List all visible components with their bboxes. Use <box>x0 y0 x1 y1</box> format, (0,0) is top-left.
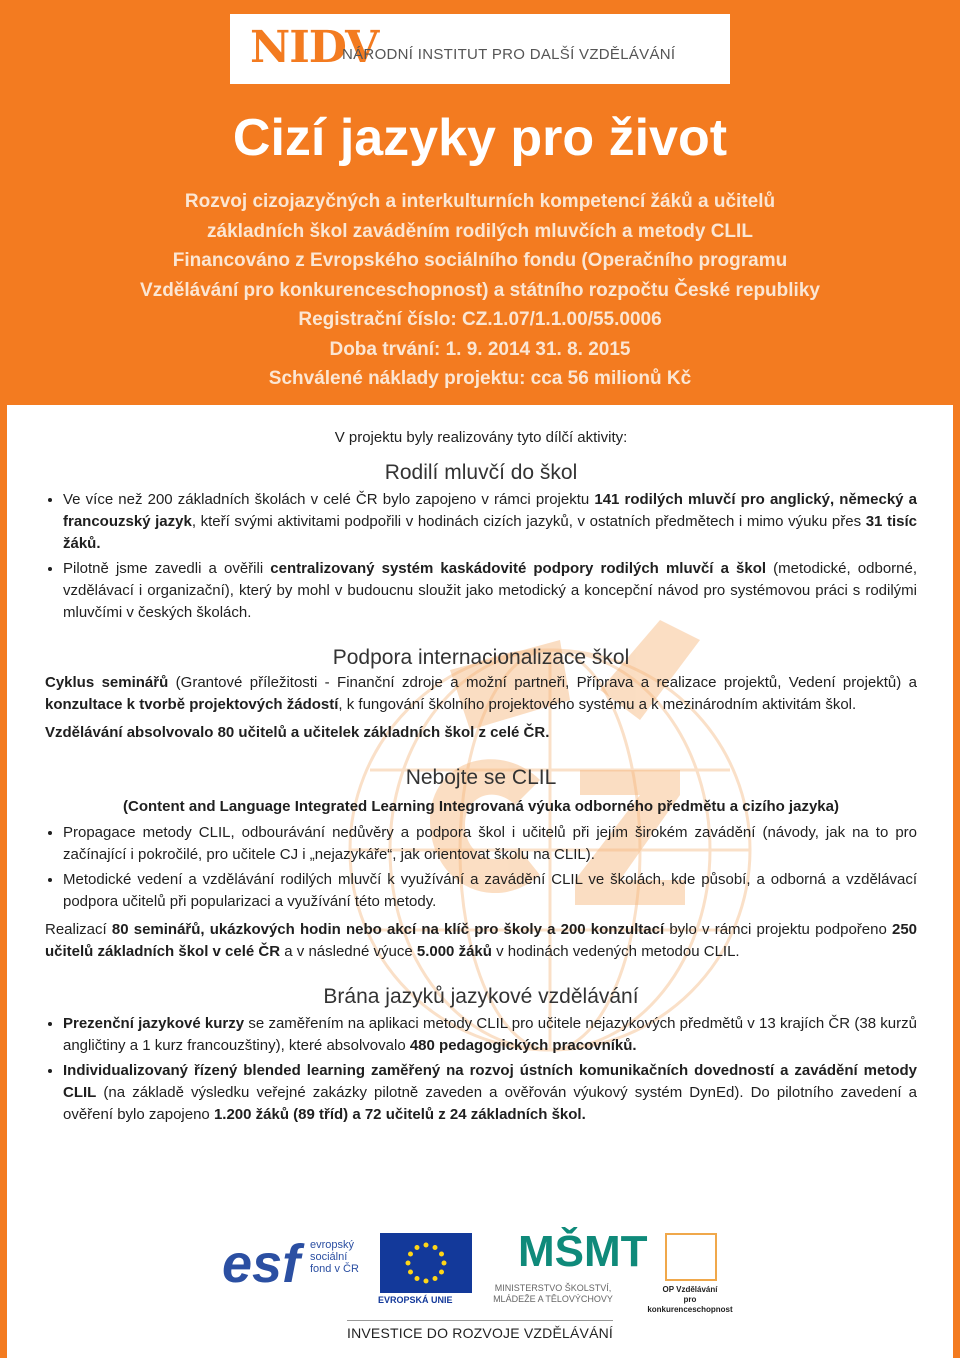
list-item: • Ve více než 200 základních školách v celé ČR bylo zapojeno v rámci projektu 141 rodilých mluvčí pro anglický, německý a francouzský jazyk, kteří svými aktivitami podpořili v hodinách cizích jazyků, v ostatních předmětech i mimo výuku přes 31 tisíc žáků. <box>63 489 917 555</box>
project-info <box>70 187 890 394</box>
esf-logo-text: evropský sociální fond v ČR <box>310 1239 359 1275</box>
section-heading-clil: Nebojte se CLIL <box>405 766 557 789</box>
investment-slogan: INVESTICE DO ROZVOJE VZDĚLÁVÁNÍ <box>0 1320 960 1341</box>
op-logo-text: OP Vzdělávání pro konkurenceschopnost <box>647 1285 733 1314</box>
esf-logo <box>222 1233 372 1303</box>
activities-intro: V projektu byly realizovány tyto dílčí aktivity: <box>334 429 628 446</box>
subtitle-line: Rozvoj cizojazyčných a interkulturních kompetencí žáků a učitelů <box>184 191 776 212</box>
esf-logo-mark: esf <box>222 1234 301 1294</box>
clil-results: Realizací 80 seminářů, ukázkových hodin nebo akcí na klíč pro školy a 200 konzultací bylo v rámci projektu podpořeno 250 učitelů základních škol v celé ČR a v následné výuce 5.000 žáků v hodinách vedených metodou CLIL. <box>45 921 918 960</box>
language-gate-list <box>45 1013 917 1126</box>
list-item: • Prezenční jazykové kurzy se zaměřením na aplikaci metody CLIL pro učitele nejazykových předmětů v 13 krajích ČR (38 kurzů angličtiny a 1 kurz francouzštiny), které absolvovalo 480 pedagogických pracovníků. <box>63 1013 917 1057</box>
subtitle-line: Financováno z Evropského sociálního fondu (Operačního programu <box>172 250 788 271</box>
msmt-logo-mark: MŠMT <box>518 1227 648 1276</box>
eu-flag-icon <box>380 1233 472 1293</box>
list-item: • Pilotně jsme zavedli a ověřili centralizovaný systém kaskádovité podpory rodilých mluvčí a škol (metodické, odborné, vzdělávací i organizační), který by mohl v budoucnu sloužit jako metodický a koncepční návod pro systémovou práci s rodilými mluvčími v českých školách. <box>63 558 917 624</box>
funding-logos <box>0 1225 960 1314</box>
op-logo <box>640 1233 740 1314</box>
internationalization-text: Cyklus seminářů (Grantové příležitosti - Finanční zdroje a možní partneři, Příprava a realizace projektů, Vedení projektů) a konzultace k tvorbě projektových žádostí, k fungování školního projektového systému a k mezinárodním aktivitám škol. <box>45 674 917 713</box>
orange-header <box>0 0 960 405</box>
project-duration: Doba trvání: 1. 9. 2014 31. 8. 2015 <box>329 338 631 360</box>
subtitle-line: základních škol zaváděním rodilých mluvčích a metody CLIL <box>207 220 753 242</box>
eu-label: EVROPSKÁ UNIE <box>378 1295 453 1305</box>
msmt-logo-text: MINISTERSTVO ŠKOLSTVÍ, MLÁDEŽE A TĚLOVÝCHOVY <box>493 1283 613 1304</box>
left-border <box>0 405 7 1358</box>
section-heading-language-gate: Brána jazyků jazykové vzdělávání <box>323 985 639 1008</box>
nidv-logo-name: NÁRODNÍ INSTITUT PRO DALŠÍ VZDĚLÁVÁNÍ <box>342 46 676 63</box>
page-title: Cizí jazyky pro život <box>232 109 728 167</box>
project-budget: Schválené náklady projektu: cca 56 milionů Kč <box>268 368 692 389</box>
section-heading-internationalization: Podpora internacionalizace škol <box>332 646 630 669</box>
list-item: • Metodické vedení a vzdělávání rodilých mluvčí k využívání a zavádění CLIL ve školách, kde působí, a odborná a vzdělávací podpora učitelů při popularizaci a využívání této metody. <box>63 869 917 913</box>
nidv-logo-mark: NIDV <box>250 22 379 73</box>
nidv-logo <box>230 14 730 84</box>
clil-list <box>45 822 917 913</box>
list-item: • Individualizovaný řízený blended learning zaměřený na rozvoj ústních komunikačních dovedností a zavádění metody CLIL (na základě výsledku veřejné zakázky pilotně zaveden a ověřován výukový systém DynEd). Do pilotního zavedení a ověření bylo zapojeno 1.200 žáků (89 tříd) a 72 učitelů z 24 základních škol. <box>63 1060 917 1126</box>
main-content <box>45 427 917 1132</box>
list-item: • Propagace metody CLIL, odbourávání nedůvěry a podpora škol i učitelů při jejím širokém zavádění (návody, jak na to pro začínající i pokročilé, pro učitele CJ i „nejazykáře“, jak orientovat školu na CLIL). <box>63 822 917 866</box>
msmt-logo <box>478 1225 648 1305</box>
section-heading-native-speakers: Rodilí mluvčí do škol <box>384 461 578 484</box>
op-logo-icon <box>665 1233 717 1281</box>
subtitle-line: Vzdělávání pro konkurenceschopnost) a státního rozpočtu České republiky <box>140 279 820 301</box>
native-speakers-list <box>45 489 917 624</box>
clil-definition: (Content and Language Integrated Learning Integrovaná výuka odborného předmětu a cizího jazyka) <box>123 798 839 815</box>
registration-number: Registrační číslo: CZ.1.07/1.1.00/55.0006 <box>298 309 662 330</box>
internationalization-result: Vzdělávání absolvovalo 80 učitelů a učitelek základních škol z celé ČR. <box>45 724 550 741</box>
right-border <box>953 405 960 1358</box>
